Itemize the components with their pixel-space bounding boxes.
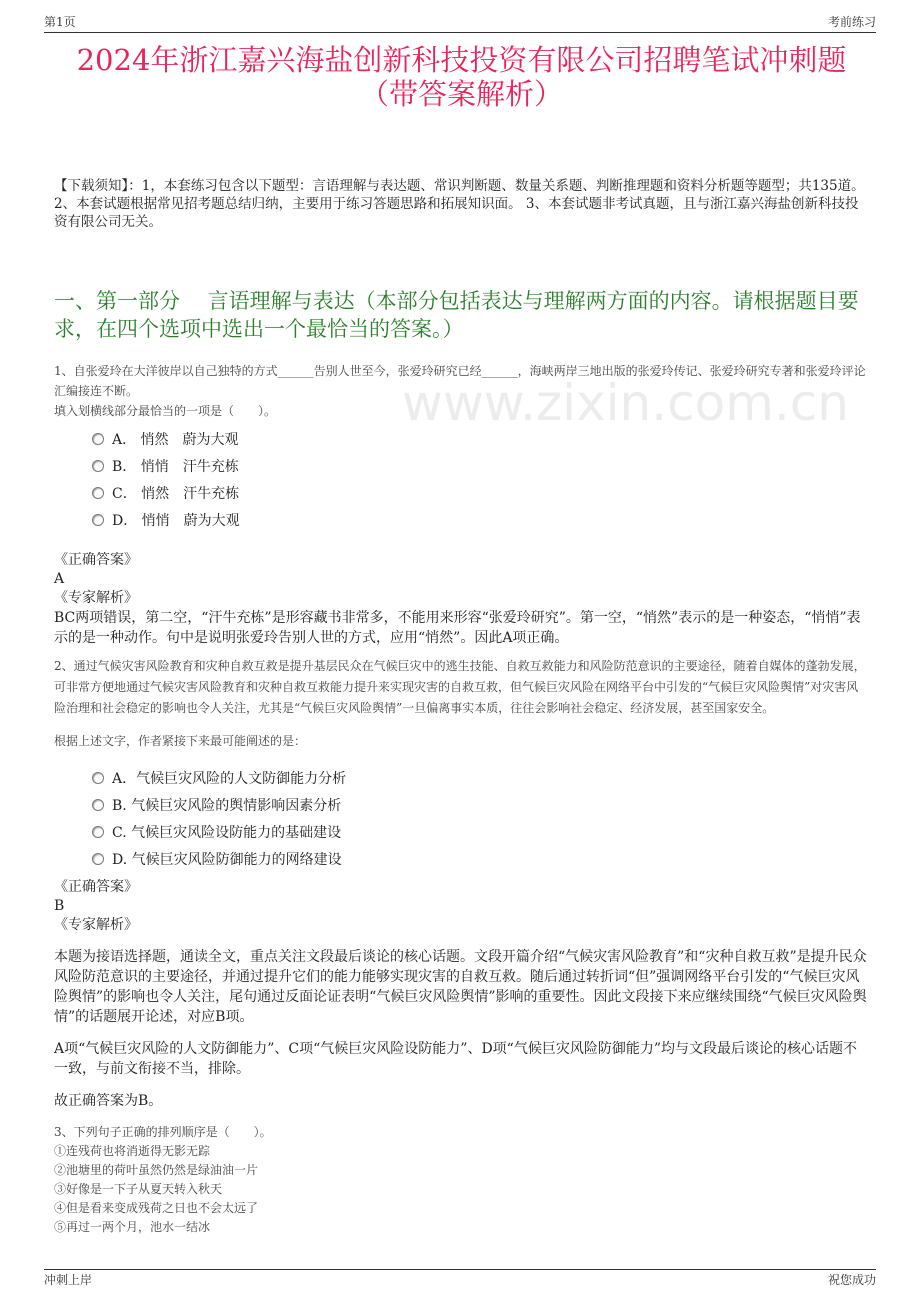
sentence-item: ④但是看来变成残荷之日也不会太远了 — [54, 1201, 259, 1215]
option-label: C. 气候巨灾风险设防能力的基础建设 — [112, 824, 342, 841]
page-number: 第1页 — [44, 15, 76, 29]
analysis-text: BC两项错误，第二空，“汗牛充栋”是形容藏书非常多，不能用来形容“张爱玲研究”。第一空，“悄然”表示的是一种姿态，“悄悄”表示的是一种动作。句中是说明张爱玲告别人世的方式，应用“悄然”。因此A项正确。 — [54, 610, 861, 646]
analysis-paragraph: A项“气候巨灾风险的人文防御能力”、C项“气候巨灾风险设防能力”、D项“气候巨灾风险防御能力”均与文段最后谈论的核心话题不一致，与前文衔接不当，排除。 — [54, 1041, 857, 1077]
analysis-label: 《专家解析》 — [54, 917, 138, 933]
question-text: 2、通过气候灾害风险教育和灾种自救互救是提升基层民众在气候巨灾中的逃生技能、自救互救能力和风险防范意识的主要途径，随着自媒体的蓬勃发展，可非常方便地通过气候灾害风险教育和灾种自救互救能力提升来实现灾害的自救互救，但气候巨灾风险在网络平台中引发的“气候巨灾风险舆情”对灾害风险治理和社会稳定的影响也令人关注，尤其是“气候巨灾风险舆情”一旦偏离事实本质，往往会影响社会稳定、经济发展，甚至国家安全。 — [54, 659, 866, 715]
analysis-paragraph: 故正确答案为B。 — [54, 1093, 163, 1109]
question-text: 3、下列句子正确的排列顺序是（ ）。 — [54, 1125, 272, 1139]
sentence-item: ②池塘里的荷叶虽然仍然是绿油油一片 — [54, 1163, 259, 1177]
option-label: B. 气候巨灾风险的舆情影响因素分析 — [112, 797, 342, 814]
section-heading: 一、第一部分 言语理解与表达（本部分包括表达与理解两方面的内容。请根据题目要求，在四个选项中选出一个最恰当的答案。） — [54, 289, 859, 341]
download-notice: 【下载须知】：1，本套练习包含以下题型：言语理解与表达题、常识判断题、数量关系题、判断推理题和资料分析题等题型；共135道。 2、本套试题根据常见招考题总结归纳，主要用于练习答题思路和拓展知识面。 3、本套试题非考试真题，且与浙江嘉兴海盐创新科技投资有限公司无关。 — [54, 178, 865, 230]
question-prompt: 填入划横线部分最恰当的一项是（ ）。 — [54, 404, 277, 418]
footer-left: 冲刺上岸 — [44, 1273, 93, 1287]
page-content — [54, 33, 869, 1237]
question-2-analysis — [54, 947, 869, 1111]
option-b[interactable] — [92, 791, 869, 818]
option-d[interactable] — [92, 506, 869, 533]
radio-icon[interactable] — [92, 772, 104, 784]
sentence-item: ③好像是一下子从夏天转入秋天 — [54, 1182, 223, 1196]
option-d[interactable] — [92, 845, 869, 872]
question-prompt: 根据上述文字，作者紧接下来最可能阐述的是： — [54, 734, 307, 748]
correct-answer: A — [54, 571, 65, 587]
question-text: 1、自张爱玲在大洋彼岸以自己独特的方式______告别人世至今，张爱玲研究已经______，海峡两岸三地出版的张爱玲传记、张爱玲研究专著和张爱玲评论汇编接连不断。 — [54, 364, 866, 398]
radio-icon[interactable] — [92, 799, 104, 811]
option-a[interactable] — [92, 425, 869, 452]
question-1-answer — [54, 551, 869, 648]
analysis-paragraph: 本题为接语选择题，通读全文，重点关注文段最后谈论的核心话题。文段开篇介绍“气候灾害风险教育”和“灾种自救互救”是提升民众风险防范意识的主要途径，并通过提升它们的能力能够实现灾害的自救互救。随后通过转折词“但”强调网络平台引发的“气候巨灾风险舆情”的影响也令人关注，尾句通过反面论证表明“气候巨灾风险舆情”影响的重要性。因此文段接下来应继续围绕“气候巨灾风险舆情”的话题展开论述，对应B项。 — [54, 949, 867, 1025]
question-2-stem — [54, 656, 869, 752]
sentence-item: ①连残荷也将消逝得无影无踪 — [54, 1144, 211, 1158]
option-a[interactable] — [92, 764, 869, 791]
radio-icon[interactable] — [92, 460, 104, 472]
footer-right: 祝您成功 — [827, 1273, 876, 1287]
answer-label: 《正确答案》 — [54, 552, 138, 568]
question-2-options — [92, 764, 869, 872]
option-label: C． 悄然 汗牛充栋 — [112, 485, 240, 502]
option-label: A． 悄然 蔚为大观 — [112, 431, 239, 448]
radio-icon[interactable] — [92, 826, 104, 838]
correct-answer: B — [54, 898, 65, 914]
option-label: B． 悄悄 汗牛充栋 — [112, 458, 239, 475]
question-1-options — [92, 425, 869, 533]
option-c[interactable] — [92, 479, 869, 506]
header-label: 考前练习 — [827, 15, 876, 29]
page-footer — [44, 1269, 876, 1290]
question-1-stem — [54, 361, 869, 421]
sentence-item: ⑤再过一两个月，池水一结冰 — [54, 1220, 211, 1234]
option-label: D． 悄悄 蔚为大观 — [112, 512, 240, 529]
analysis-label: 《专家解析》 — [54, 590, 138, 606]
radio-icon[interactable] — [92, 853, 104, 865]
radio-icon[interactable] — [92, 433, 104, 445]
document-title — [40, 43, 883, 111]
option-label: A．气候巨灾风险的人文防御能力分析 — [112, 770, 347, 787]
title-line: 2024年浙江嘉兴海盐创新科技投资有限公司招聘笔试冲刺题 — [76, 43, 847, 77]
option-c[interactable] — [92, 818, 869, 845]
option-label: D. 气候巨灾风险防御能力的网络建设 — [112, 851, 342, 868]
option-b[interactable] — [92, 452, 869, 479]
watermark: www.zixin.com.cn — [401, 374, 849, 432]
question-2-answer — [54, 878, 869, 935]
answer-label: 《正确答案》 — [54, 879, 138, 895]
radio-icon[interactable] — [92, 514, 104, 526]
title-subline: （带答案解析） — [359, 77, 563, 111]
question-3 — [54, 1123, 869, 1237]
radio-icon[interactable] — [92, 487, 104, 499]
page-header — [44, 14, 876, 33]
